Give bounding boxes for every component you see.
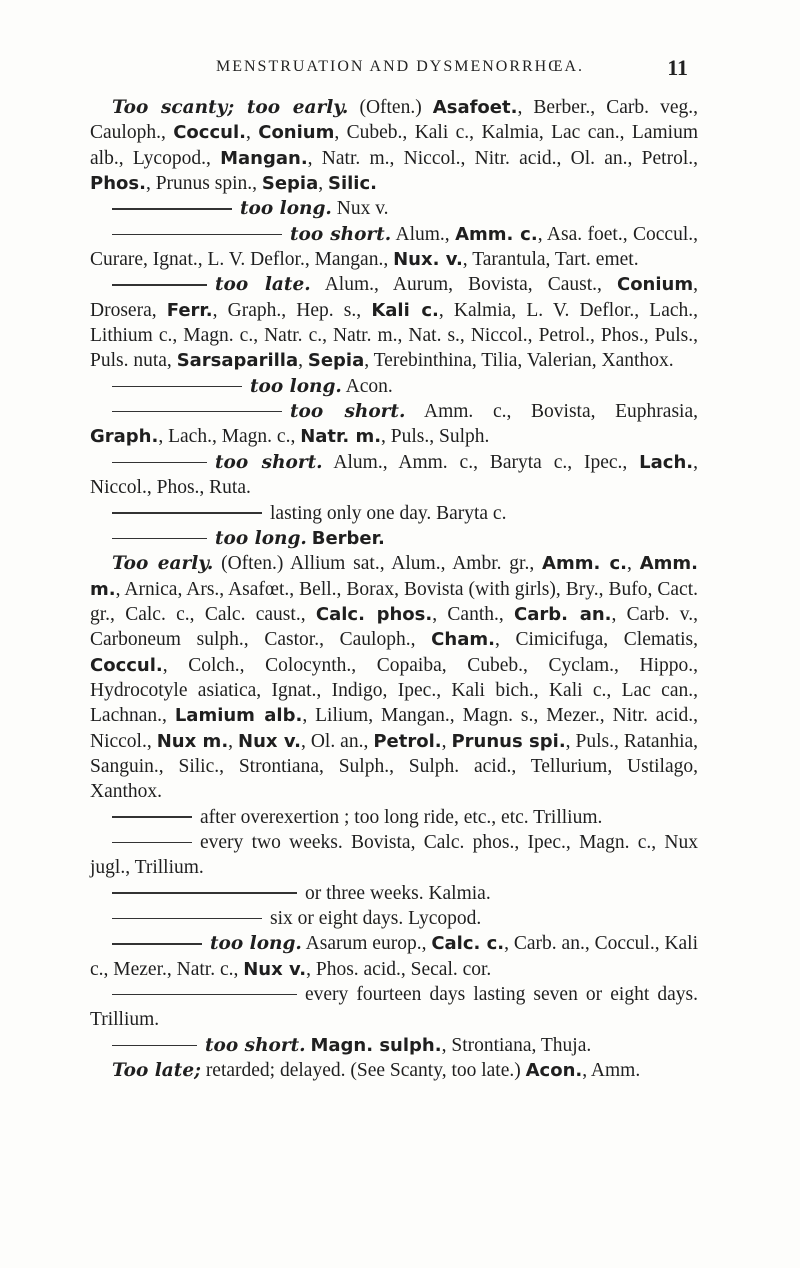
entry-text: , Ol. an.,	[300, 730, 374, 752]
entry-rubric: too long.	[250, 375, 342, 397]
entry-text: , Drosera,	[90, 274, 698, 321]
entry-scanty-early-short	[90, 222, 698, 273]
body-text	[90, 95, 698, 1083]
remedy-emphasized: Berber.	[311, 527, 385, 549]
continuation-rule	[112, 284, 207, 286]
remedy-emphasized: Amm. m.	[90, 553, 698, 600]
entry-text: every fourteen days lasting seven or eight days. Trillium.	[90, 984, 698, 1031]
entry-text: , Niccol., Phos., Ruta.	[90, 451, 698, 499]
continuation-rule	[112, 816, 192, 818]
continuation-rule	[112, 512, 262, 514]
entry-early-overexertion	[90, 805, 698, 830]
remedy-emphasized: Nux v.	[238, 730, 301, 752]
entry-text: , Terebinthina, Tilia, Valerian, Xanthox.	[364, 350, 674, 372]
entry-rubric: Too late;	[112, 1060, 201, 1082]
entry-text: , Natr. m., Niccol., Nitr. acid., Ol. an., Petrol.,	[307, 147, 698, 169]
entry-text: Alum.,	[391, 223, 456, 245]
continuation-rule	[112, 842, 192, 844]
remedy-emphasized: Nux v.	[243, 958, 307, 980]
remedy-emphasized: Carb. an.	[514, 603, 612, 625]
entry-text: , Colch., Colocynth., Copaiba, Cubeb., Cyclam., Hippo., Hydrocotyle asiatica, Ignat., Indigo, Ipec., Kali bich., Kali c., Lac can., Lachnan.,	[90, 654, 698, 727]
continuation-rule	[112, 411, 282, 413]
entry-text: (Often.) Allium sat., Alum., Ambr. gr.,	[213, 553, 543, 575]
entry-too-late	[90, 1058, 698, 1083]
remedy-emphasized: Petrol.	[373, 730, 442, 752]
entry-text: , Carb. v., Carboneum sulph., Castor., Cauloph.,	[90, 603, 698, 651]
continuation-rule	[112, 1045, 197, 1047]
continuation-rule	[112, 386, 242, 388]
remedy-emphasized: Graph.	[90, 426, 159, 448]
entry-text: Nux v.	[331, 198, 389, 220]
entry-rubric: too short.	[290, 223, 392, 245]
entry-early-two-weeks	[90, 830, 698, 881]
remedy-emphasized: Natr. m.	[300, 426, 382, 448]
remedy-emphasized: Phos.	[90, 173, 146, 195]
entry-text: ,	[298, 350, 308, 372]
remedy-emphasized: Amm. c.	[542, 553, 628, 575]
entry-text: lasting only one day. Baryta c.	[270, 502, 507, 524]
entry-scanty-early	[90, 95, 698, 196]
entry-text: or three weeks. Kalmia.	[305, 882, 491, 904]
entry-text: , Puls., Sulph.	[381, 426, 490, 448]
entry-text: ,	[245, 122, 259, 144]
entry-rubric: too short.	[215, 451, 323, 473]
entry-rubric: too short.	[290, 401, 406, 423]
entry-text: , Berber., Carb. veg., Cauloph.,	[90, 97, 698, 144]
continuation-rule	[112, 918, 262, 920]
continuation-rule	[112, 943, 202, 945]
remedy-emphasized: Coccul.	[90, 654, 163, 676]
entry-text: after overexertion ; too long ride, etc., etc. Trillium.	[200, 806, 603, 828]
entry-scanty-early-long	[90, 196, 698, 221]
entry-text: every two weeks. Bovista, Calc. phos., Ipec., Magn. c., Nux jugl., Trillium.	[90, 831, 698, 879]
entry-text: , Prunus spin.,	[145, 173, 262, 195]
entry-text: , Lach., Magn. c.,	[158, 426, 301, 448]
entry-early-long	[90, 931, 698, 982]
continuation-rule	[112, 462, 207, 464]
entry-text: , Graph., Hep. s.,	[212, 299, 372, 321]
remedy-emphasized: Calc. phos.	[315, 603, 433, 625]
entry-lasting-one-day	[90, 501, 698, 526]
remedy-emphasized: Prunus spi.	[451, 730, 566, 752]
entry-rubric: Too scanty; too early.	[112, 97, 349, 118]
remedy-emphasized: Calc. c.	[431, 933, 505, 955]
remedy-emphasized: Coccul.	[173, 122, 246, 144]
entry-rubric: too long.	[215, 527, 307, 549]
continuation-rule	[112, 538, 207, 540]
entry-text: Alum., Aurum, Bovista, Caust.,	[310, 274, 617, 296]
entry-rubric: too late.	[215, 274, 311, 296]
entry-text: ,	[627, 553, 640, 575]
remedy-emphasized: Magn. sulph.	[310, 1034, 442, 1056]
continuation-rule	[112, 208, 232, 210]
continuation-rule	[112, 892, 297, 894]
entry-scanty-late	[90, 272, 698, 373]
entry-text: , Kalmia, L. V. Deflor., Lach., Lithium c., Magn. c., Natr. c., Natr. m., Nat. s., Niccol., Petrol., Phos., Puls., Puls. nuta,	[90, 299, 699, 372]
entry-early-fourteen-days	[90, 982, 698, 1033]
remedy-emphasized: Silic.	[328, 173, 377, 195]
remedy-emphasized: Conium	[258, 122, 335, 144]
entry-text: , Asa. foet., Coccul., Curare, Ignat., L. V. Deflor., Mangan.,	[90, 223, 699, 271]
entry-rubric: too long.	[240, 198, 332, 220]
remedy-emphasized: Lach.	[639, 451, 694, 473]
remedy-emphasized: Mangan.	[220, 147, 308, 169]
entry-text: , Tarantula, Tart. emet.	[462, 249, 639, 271]
entry-text: Amm. c., Bovista, Euphrasia,	[405, 401, 698, 423]
entry-text: six or eight days. Lycopod.	[270, 908, 482, 929]
remedy-emphasized: Lamium alb.	[174, 705, 303, 727]
remedy-emphasized: Sepia	[261, 173, 319, 195]
entry-early-short	[90, 1033, 698, 1058]
entry-one-day-long	[90, 526, 698, 551]
entry-text: , Phos. acid., Secal. cor.	[306, 958, 492, 980]
running-head: MENSTRUATION AND DYSMENORRHŒA.	[215, 58, 585, 75]
entry-text: Alum., Amm. c., Baryta c., Ipec.,	[322, 451, 640, 473]
remedy-emphasized: Nux. v.	[393, 249, 463, 271]
entry-too-early	[90, 551, 698, 804]
entry-text: ,	[228, 730, 239, 752]
entry-text: Asarum europ.,	[301, 933, 432, 955]
remedy-emphasized: Ferr.	[166, 299, 213, 321]
entry-text: , Puls., Ratanhia, Sanguin., Silic., Strontiana, Sulph., Sulph. acid., Tellurium, Ustilago, Xanthox.	[90, 730, 699, 803]
remedy-emphasized: Amm. c.	[455, 223, 538, 245]
entry-text: retarded; delayed. (See Scanty, too late.)	[200, 1060, 526, 1082]
entry-early-six-eight-days	[90, 906, 698, 931]
remedy-emphasized: Sepia	[307, 350, 365, 372]
entry-text: , Cubeb., Kali c., Kalmia, Lac can., Lamium alb., Lycopod.,	[90, 122, 698, 169]
remedy-emphasized: Conium	[616, 274, 694, 296]
entry-scanty-late-short-b	[90, 450, 698, 501]
remedy-emphasized: Asafoet.	[432, 97, 518, 118]
page-number: 11	[667, 55, 688, 80]
entry-text: , Strontiana, Thuja.	[441, 1034, 592, 1056]
entry-rubric: Too early.	[112, 553, 214, 575]
remedy-emphasized: Acon.	[525, 1060, 583, 1082]
remedy-emphasized: Nux m.	[156, 730, 229, 752]
entry-text: ,	[441, 730, 452, 752]
entry-scanty-late-short-a	[90, 399, 698, 450]
remedy-emphasized: Sarsaparilla	[176, 350, 299, 372]
entry-text: , Arnica, Ars., Asafœt., Bell., Borax, Bovista (with girls), Bry., Bufo, Cact. gr., Calc. c., Calc. caust.,	[90, 578, 698, 625]
entry-text: , Lilium, Mangan., Magn. s., Mezer., Nitr. acid., Niccol.,	[90, 705, 698, 752]
entry-text: , Cimicifuga, Clematis,	[494, 629, 698, 651]
entry-text: , Canth.,	[432, 603, 515, 625]
entry-text: , Amm.	[582, 1060, 641, 1082]
remedy-emphasized: Kali c.	[371, 299, 439, 321]
entry-text: ,	[318, 173, 328, 195]
entry-text: , Carb. an., Coccul., Kali c., Mezer., Natr. c.,	[90, 933, 699, 980]
entry-text: (Often.)	[348, 97, 433, 118]
entry-scanty-late-long	[90, 374, 698, 399]
continuation-rule	[112, 994, 297, 996]
continuation-rule	[112, 234, 282, 236]
entry-text: Acon.	[341, 375, 393, 397]
remedy-emphasized: Cham.	[431, 629, 495, 651]
entry-rubric: too long.	[210, 933, 302, 955]
entry-rubric: too short.	[205, 1034, 306, 1056]
entry-early-three-weeks	[90, 881, 698, 906]
